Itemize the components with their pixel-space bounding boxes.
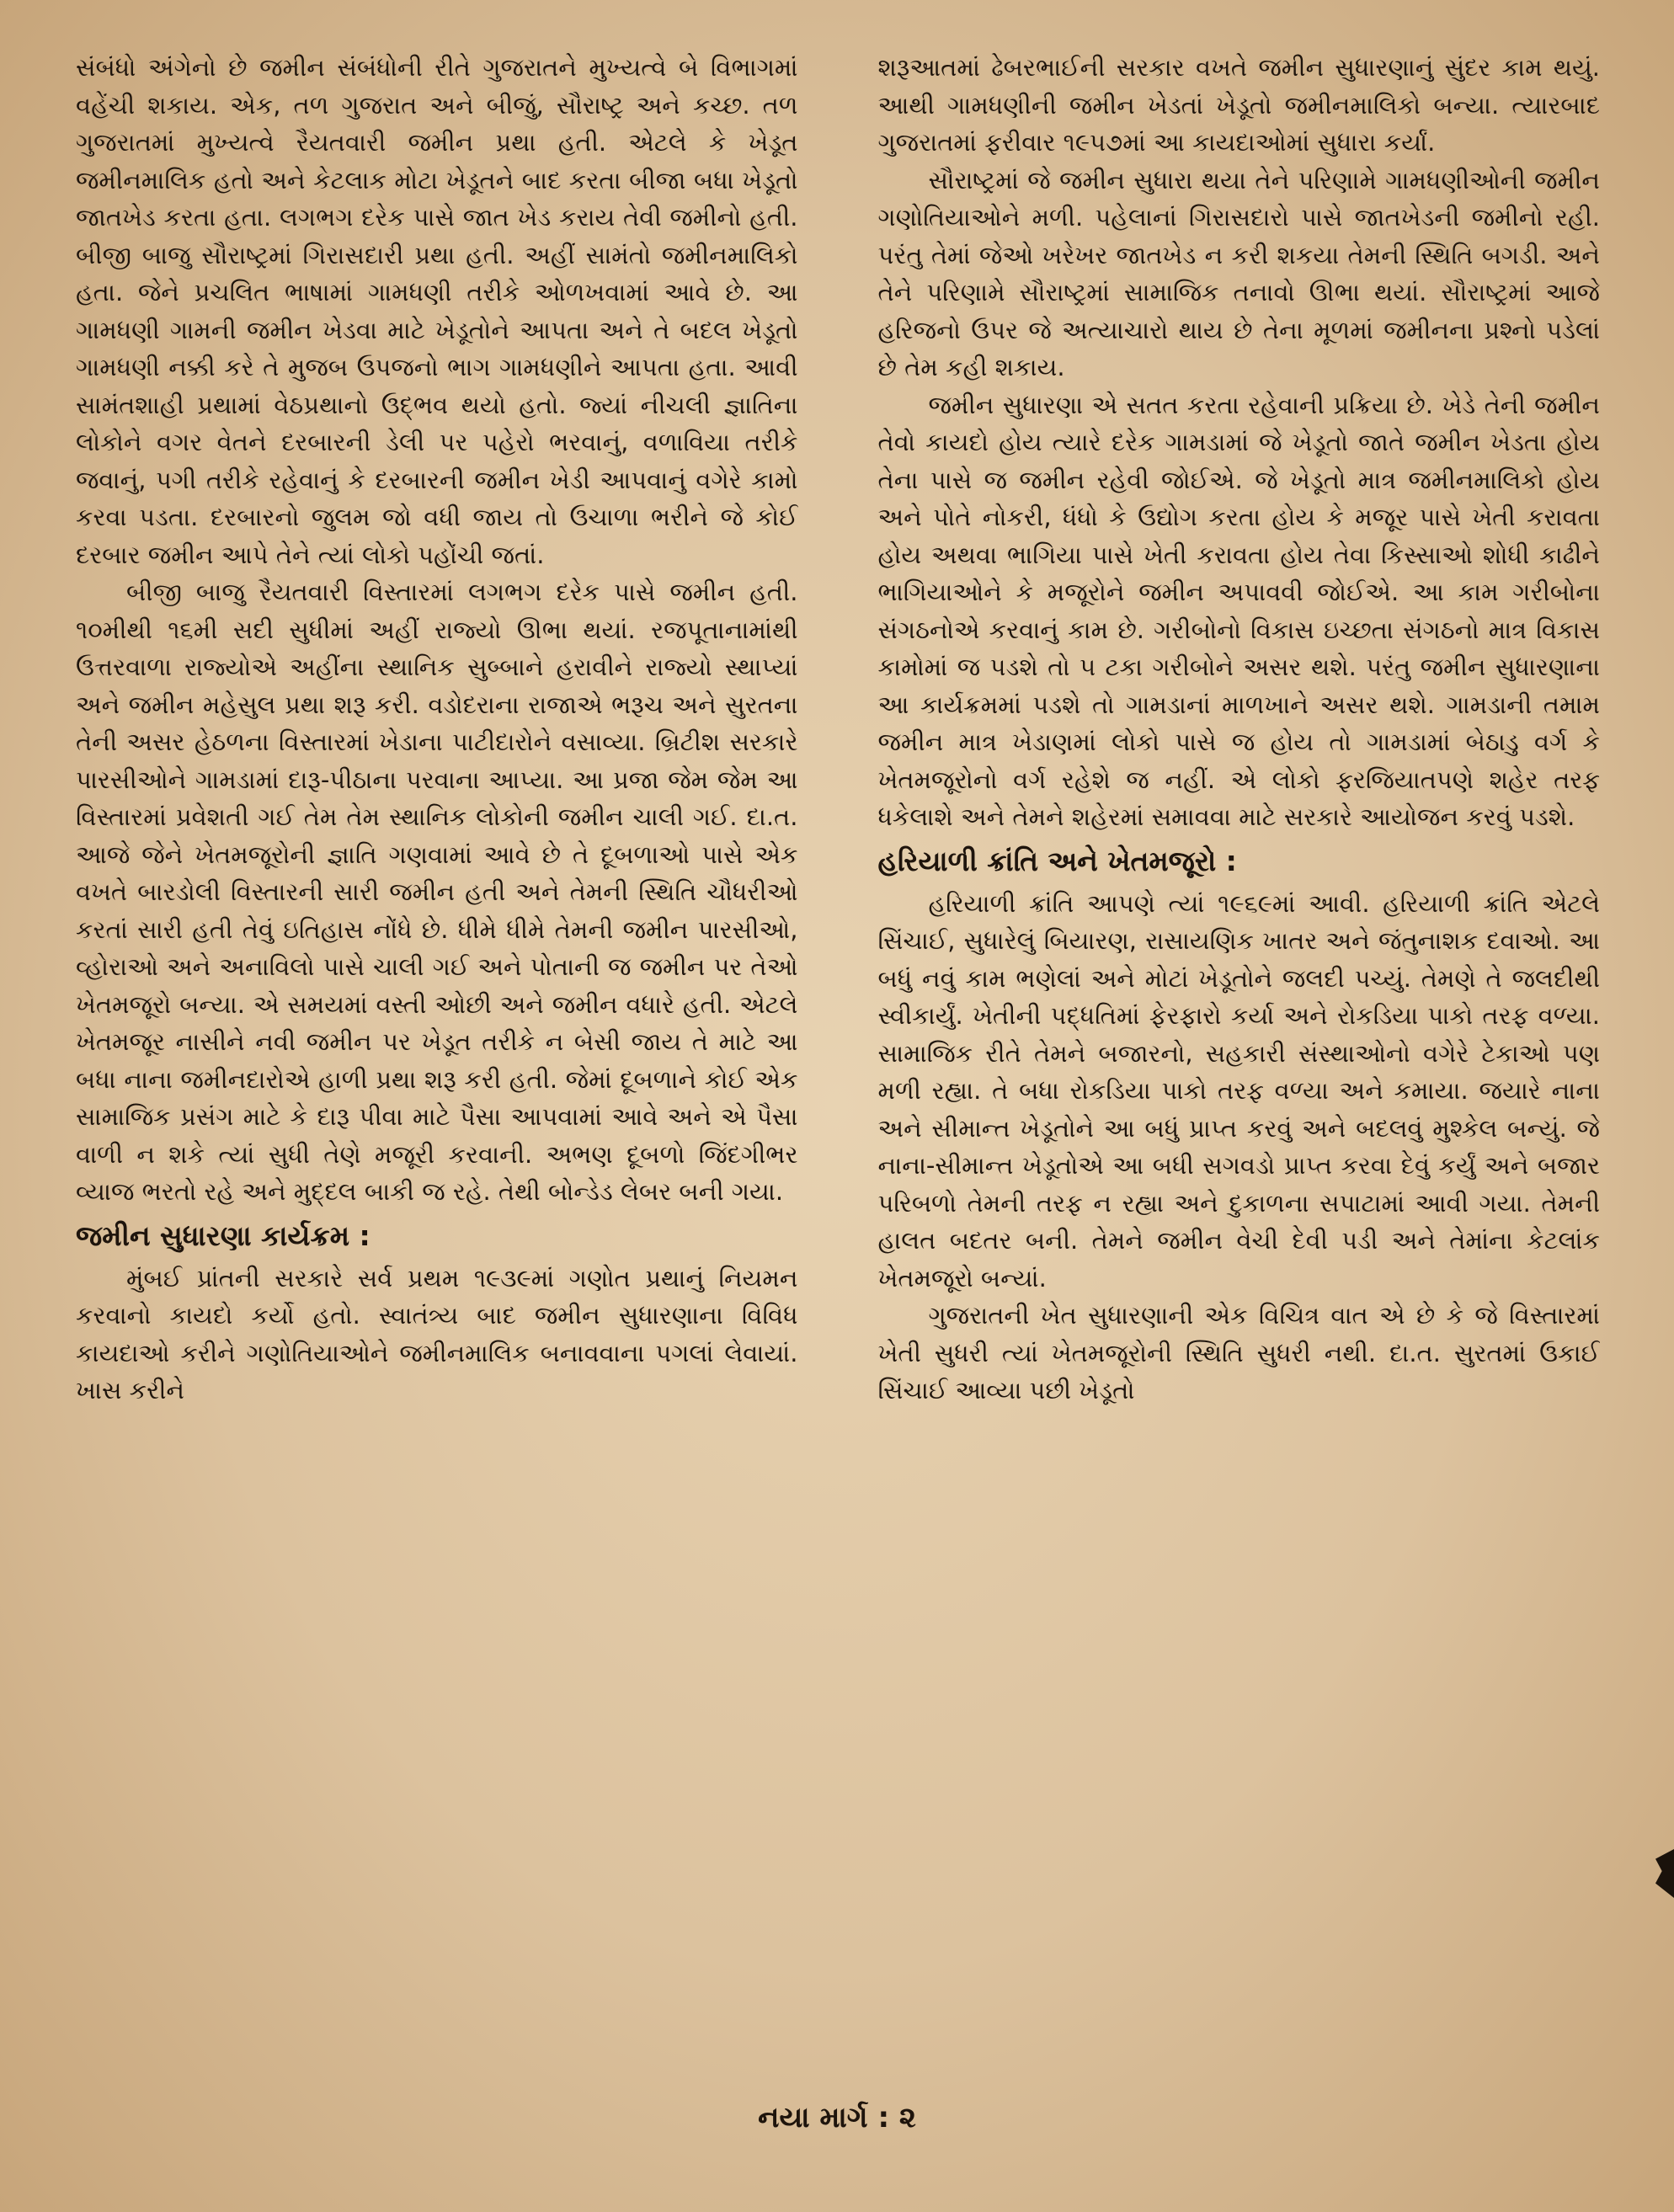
paragraph-land-relations: સંબંધો અંગેનો છે જમીન સંબંધોની રીતે ગુજરાતને મુખ્યત્વે બે વિભાગમાં વહેંચી શકાય. એક, તળ ગુજરાત અને બીજું, સૌરાષ્ટ્ર અને કચ્છ. તળ ગુજરાતમાં મુખ્યત્વે રૈયતવારી જમીન પ્રથા હતી. એટલે કે ખેડૂત જમીનમાલિક હતો અને કેટલાક મોટા ખેડૂતને બાદ કરતા બીજા બધા ખેડૂતો જાતખેડ કરતા હતા. લગભગ દરેક પાસે જાત ખેડ કરાય તેવી જમીનો હતી. બીજી બાજુ સૌરાષ્ટ્રમાં ગિરાસદારી પ્રથા હતી. અહીં સામંતો જમીનમાલિકો હતા. જેને પ્રચલિત ભાષામાં ગામધણી તરીકે ઓળખવામાં આવે છે. આ ગામધણી ગામની જમીન ખેડવા માટે ખેડૂતોને આપતા અને તે બદલ ખેડૂતો ગામધણી નક્કી કરે તે મુજબ ઉપજનો ભાગ ગામધણીને આપતા હતા. આવી સામંતશાહી પ્રથામાં વેઠપ્રથાનો ઉદ્ભવ થયો હતો. જ્યાં નીચલી જ્ઞાતિના લોકોને વગર વેતને દરબારની ડેલી પર પહેરો ભરવાનું, વળાવિયા તરીકે જવાનું, પગી તરીકે રહેવાનું કે દરબારની જમીન ખેડી આપવાનું વગેરે કામો કરવા પડતા. દરબારનો જુલમ જો વધી જાય તો ઉચાળા ભરીને જે કોઈ દરબાર જમીન આપે તેને ત્યાં લોકો પહોંચી જતાં. [76,53,798,569]
right-column [878,49,1601,2070]
paragraph-bombay-province: મુંબઈ પ્રાંતની સરકારે સર્વ પ્રથમ ૧૯૩૯માં ગણોત પ્રથાનું નિયમન કરવાનો કાયદો કર્યો હતો. સ્વાતંત્ર્ય બાદ જમીન સુધારણાના વિવિધ કાયદાઓ કરીને ગણોતિયાઓને જમીનમાલિક બનાવવાના પગલાં લેવાયાં. ખાસ કરીને [76,1263,798,1404]
paragraph-saurashtra-reforms: સૌરાષ્ટ્રમાં જે જમીન સુધારા થયા તેને પરિણામે ગામધણીઓની જમીન ગણોતિયાઓને મળી. પહેલાનાં ગિરાસદારો પાસે જાતખેડની જમીનો રહી. પરંતુ તેમાં જેઓ ખરેખર જાતખેડ ન કરી શકયા તેમની સ્થિતિ બગડી. અને તેને પરિણામે સૌરાષ્ટ્રમાં સામાજિક તનાવો ઊભા થયાં. સૌરાષ્ટ્રમાં આજે હરિજનો ઉપર જે અત્યાચારો થાય છે તેના મૂળમાં જમીનના પ્રશ્નો પડેલાં છે તેમ કહી શકાય. [877,165,1600,381]
section-heading-land-reform-programme: જમીન સુધારણા કાર્યક્રમ : [76,1218,371,1252]
left-column [76,49,798,2070]
paragraph-continuous-process: જમીન સુધારણા એ સતત કરતા રહેવાની પ્રક્રિયા છે. ખેડે તેની જમીન તેવો કાયદો હોય ત્યારે દરેક ગામડામાં જે ખેડૂતો જાતે જમીન ખેડતા હોય તેના પાસે જ જમીન રહેવી જોઈએ. જે ખેડૂતો માત્ર જમીનમાલિકો હોય અને પોતે નોકરી, ધંધો કે ઉદ્યોગ કરતા હોય કે મજૂર પાસે ખેતી કરાવતા હોય અથવા ભાગિયા પાસે ખેતી કરાવતા હોય તેવા કિસ્સાઓ શોધી કાઢીને ભાગિયાઓને કે મજૂરોને જમીન અપાવવી જોઈએ. આ કામ ગરીબોના સંગઠનોએ કરવાનું કામ છે. ગરીબોનો વિકાસ ઇચ્છતા સંગઠનો માત્ર વિકાસ કામોમાં જ પડશે તો ૫ ટકા ગરીબોને અસર થશે. પરંતુ જમીન સુધારણાના આ કાર્યક્રમમાં પડશે તો ગામડાનાં માળખાને અસર થશે. ગામડાની તમામ જમીન માત્ર ખેડાણમાં લોકો પાસે જ હોય તો ગામડામાં બેઠાડુ વર્ગ કે ખેતમજૂરોનો વર્ગ રહેશે જ નહીં. એ લોકો ફરજિયાતપણે શહેર તરફ ધકેલાશે અને તેમને શહેરમાં સમાવવા માટે સરકારે આયોજન કરવું પડશે. [877,390,1600,831]
paragraph-gujarat-paradox: ગુજરાતની ખેત સુધારણાની એક વિચિત્ર વાત એ છે કે જે વિસ્તારમાં ખેતી સુધરી ત્યાં ખેતમજૂરોની સ્થિતિ સુધરી નથી. દા.ત. સુરતમાં ઉકાઈ સિંચાઈ આવ્યા પછી ખેડૂતો [877,1301,1600,1404]
paragraph-ryotwari-area: બીજી બાજુ રૈયતવારી વિસ્તારમાં લગભગ દરેક પાસે જમીન હતી. ૧૦મીથી ૧૬મી સદી સુધીમાં અહીં રાજ્યો ઊભા થયાં. રજપૂતાનામાંથી ઉત્તરવાળા રાજ્યોએ અહીંના સ્થાનિક સુબ્બાને હરાવીને રાજ્યો સ્થાપ્યાં અને જમીન મહેસુલ પ્રથા શરૂ કરી. વડોદરાના રાજાએ ભરૂચ અને સુરતના તેની અસર હેઠળના વિસ્તારમાં ખેડાના પાટીદારોને વસાવ્યા. બ્રિટીશ સરકારે પારસીઓને ગામડામાં દારૂ-પીઠાના પરવાના આપ્યા. આ પ્રજા જેમ જેમ આ વિસ્તારમાં પ્રવેશતી ગઈ તેમ તેમ સ્થાનિક લોકોની જમીન ચાલી ગઈ. દા.ત. આજે જેને ખેતમજૂરોની જ્ઞાતિ ગણવામાં આવે છે તે દૂબળાઓ પાસે એક વખતે બારડોલી વિસ્તારની સારી જમીન હતી અને તેમની સ્થિતિ ચૌધરીઓ કરતાં સારી હતી તેવું ઇતિહાસ નોંધે છે. ધીમે ધીમે તેમની જમીન પારસીઓ, વ્હોરાઓ અને અનાવિલો પાસે ચાલી ગઈ અને પોતાની જ જમીન પર તેઓ ખેતમજૂરો બન્યા. એ સમયમાં વસ્તી ઓછી અને જમીન વધારે હતી. એટલે ખેતમજૂર નાસીને નવી જમીન પર ખેડૂત તરીકે ન બેસી જાય તે માટે આ બધા નાના જમીનદારોએ હાળી પ્રથા શરૂ કરી હતી. જેમાં દૂબળાને કોઈ એક સામાજિક પ્રસંગ માટે કે દારૂ પીવા માટે પૈસા આપવામાં આવે અને એ પૈસા વાળી ન શકે ત્યાં સુધી તેણે મજૂરી કરવાની. અભણ દૂબળો જિંદગીભર વ્યાજ ભરતો રહે અને મુદ્દલ બાકી જ રહે. તેથી બોન્ડેડ લેબર બની ગયા. [76,578,798,1206]
section-heading-green-revolution: હરિયાળી ક્રાંતિ અને ખેતમજૂરો : [877,844,1237,877]
paragraph-green-revolution: હરિયાળી ક્રાંતિ આપણે ત્યાં ૧૯૬૯માં આવી. હરિયાળી ક્રાંતિ એટલે સિંચાઈ, સુધારેલું બિયારણ, રાસાયણિક ખાતર અને જંતુનાશક દવાઓ. આ બધું નવું કામ ભણેલાં અને મોટાં ખેડૂતોને જલદી પચ્યું. તેમણે તે જલદીથી સ્વીકાર્યું. ખેતીની પદ્ધતિમાં ફેરફારો કર્યા અને રોકડિયા પાકો તરફ વળ્યા. સામાજિક રીતે તેમને બજારનો, સહકારી સંસ્થાઓનો વગેરે ટેકાઓ પણ મળી રહ્યા. તે બધા રોકડિયા પાકો તરફ વળ્યા અને કમાયા. જયારે નાના અને સીમાન્ત ખેડૂતોને આ બધું પ્રાપ્ત કરવું અને બદલવું મુશ્કેલ બન્યું. જે નાના-સીમાન્ત ખેડૂતોએ આ બધી સગવડો પ્રાપ્ત કરવા દેવું કર્યું અને બજાર પરિબળો તેમની તરફ ન રહ્યા અને દુકાળના સપાટામાં આવી ગયા. તેમની હાલત બદતર બની. તેમને જમીન વેચી દેવી પડી અને તેમાંના કેટલાંક ખેતમજૂરો બન્યાં. [877,888,1600,1293]
article-body [76,49,1600,2070]
paragraph-dhebarbhai-government: શરૂઆતમાં ઢેબરભાઈની સરકાર વખતે જમીન સુધારણાનું સુંદર કામ થયું. આથી ગામધણીની જમીન ખેડતાં ખેડૂતો જમીનમાલિકો બન્યા. ત્યારબાદ ગુજરાતમાં ફરીવાર ૧૯૫૭માં આ કાયદાઓમાં સુધારા કર્યાં. [877,53,1600,157]
page-edge-mark [1655,1849,1674,1898]
page-footer: નયા માર્ગ : ૨ [758,2101,916,2135]
